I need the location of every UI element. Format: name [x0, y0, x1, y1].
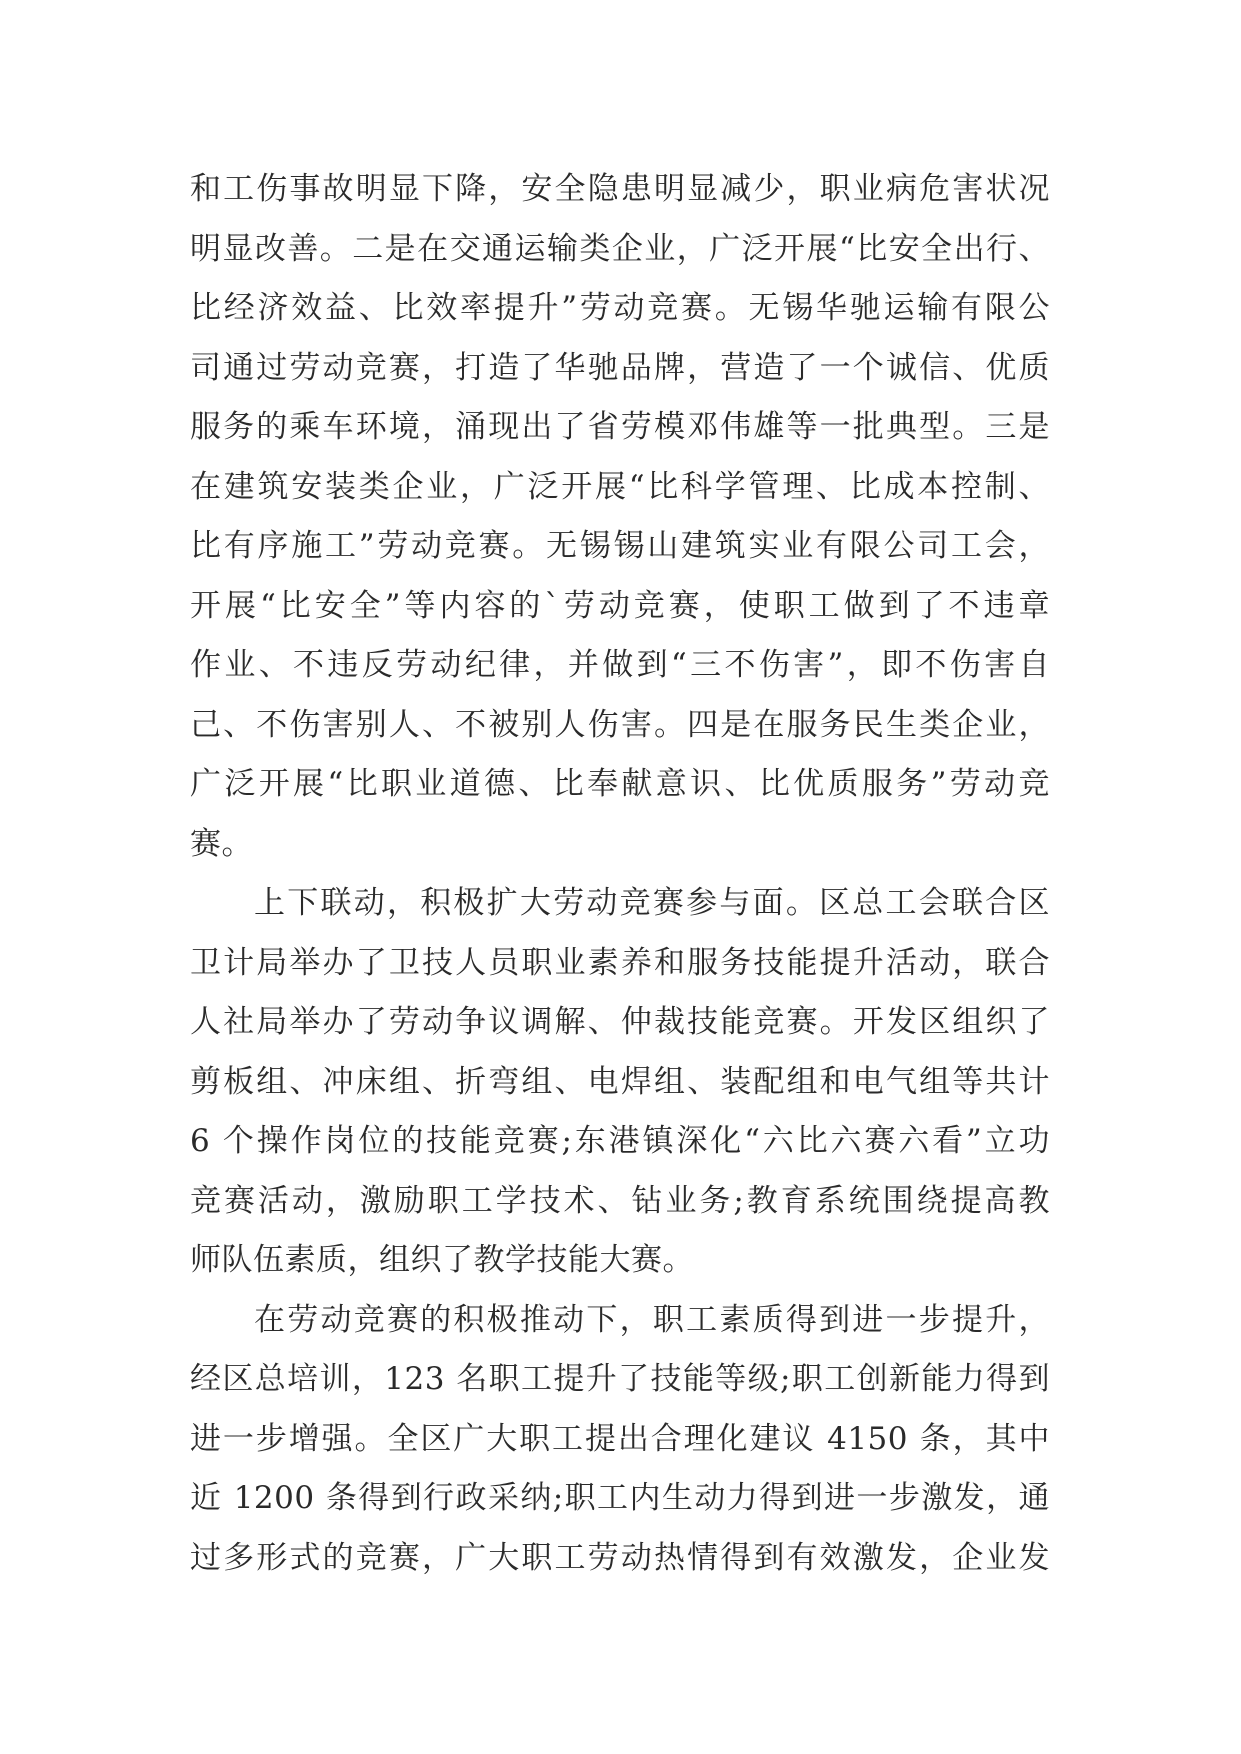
text-line: 开展“比安全”等内容的`劳动竞赛，使职工做到了不违章 — [190, 587, 1050, 624]
text-line: 比经济效益、比效率提升”劳动竞赛。无锡华驰运输有限公 — [190, 290, 1050, 326]
text-line: 在建筑安装类企业，广泛开展“比科学管理、比成本控制、 — [190, 468, 1050, 505]
text-line: 上下联动，积极扩大劳动竞赛参与面。区总工会联合区 — [254, 885, 1050, 921]
text-line: 比有序施工”劳动竞赛。无锡锡山建筑实业有限公司工会， — [190, 528, 1050, 564]
text-line: 服务的乘车环境，涌现出了省劳模邓伟雄等一批典型。三是 — [190, 409, 1050, 445]
text-line: 司通过劳动竞赛，打造了华驰品牌，营造了一个诚信、优质 — [190, 349, 1050, 386]
text-line: 过多形式的竞赛，广大职工劳动热情得到有效激发，企业发 — [190, 1539, 1050, 1576]
paragraph-2 — [190, 874, 1050, 1291]
text-line: 竞赛活动，激励职工学技术、钻业务;教育系统围绕提高教 — [190, 1182, 1050, 1219]
text-line: 师队伍素质，组织了教学技能大赛。 — [190, 1242, 694, 1278]
text-line: 赛。 — [190, 825, 253, 862]
text-line: 6 个操作岗位的技能竞赛;东港镇深化“六比六赛六看”立功 — [190, 1123, 1050, 1159]
text-line: 经区总培训，123 名职工提升了技能等级;职工创新能力得到 — [190, 1361, 1050, 1397]
text-line: 近 1200 条得到行政采纳;职工内生动力得到进一步激发，通 — [190, 1480, 1050, 1516]
text-line: 己、不伤害别人、不被别人伤害。四是在服务民生类企业， — [190, 706, 1050, 743]
paragraph-1 — [190, 160, 1050, 874]
text-line: 和工伤事故明显下降，安全隐患明显减少，职业病危害状况 — [190, 171, 1050, 207]
text-line: 进一步增强。全区广大职工提出合理化建议 4150 条，其中 — [190, 1420, 1050, 1457]
text-line: 剪板组、冲床组、折弯组、电焊组、装配组和电气组等共计 — [190, 1063, 1050, 1100]
text-line: 广泛开展“比职业道德、比奉献意识、比优质服务”劳动竞 — [190, 766, 1050, 802]
text-line: 人社局举办了劳动争议调解、仲裁技能竞赛。开发区组织了 — [190, 1004, 1050, 1040]
paragraph-3 — [190, 1291, 1050, 1589]
text-line: 卫计局举办了卫技人员职业素养和服务技能提升活动，联合 — [190, 944, 1050, 981]
document-body — [190, 160, 1050, 1588]
text-line: 明显改善。二是在交通运输类企业，广泛开展“比安全出行、 — [190, 230, 1050, 267]
text-line: 作业、不违反劳动纪律，并做到“三不伤害”，即不伤害自 — [190, 647, 1050, 683]
text-line: 在劳动竞赛的积极推动下，职工素质得到进一步提升， — [254, 1301, 1050, 1338]
